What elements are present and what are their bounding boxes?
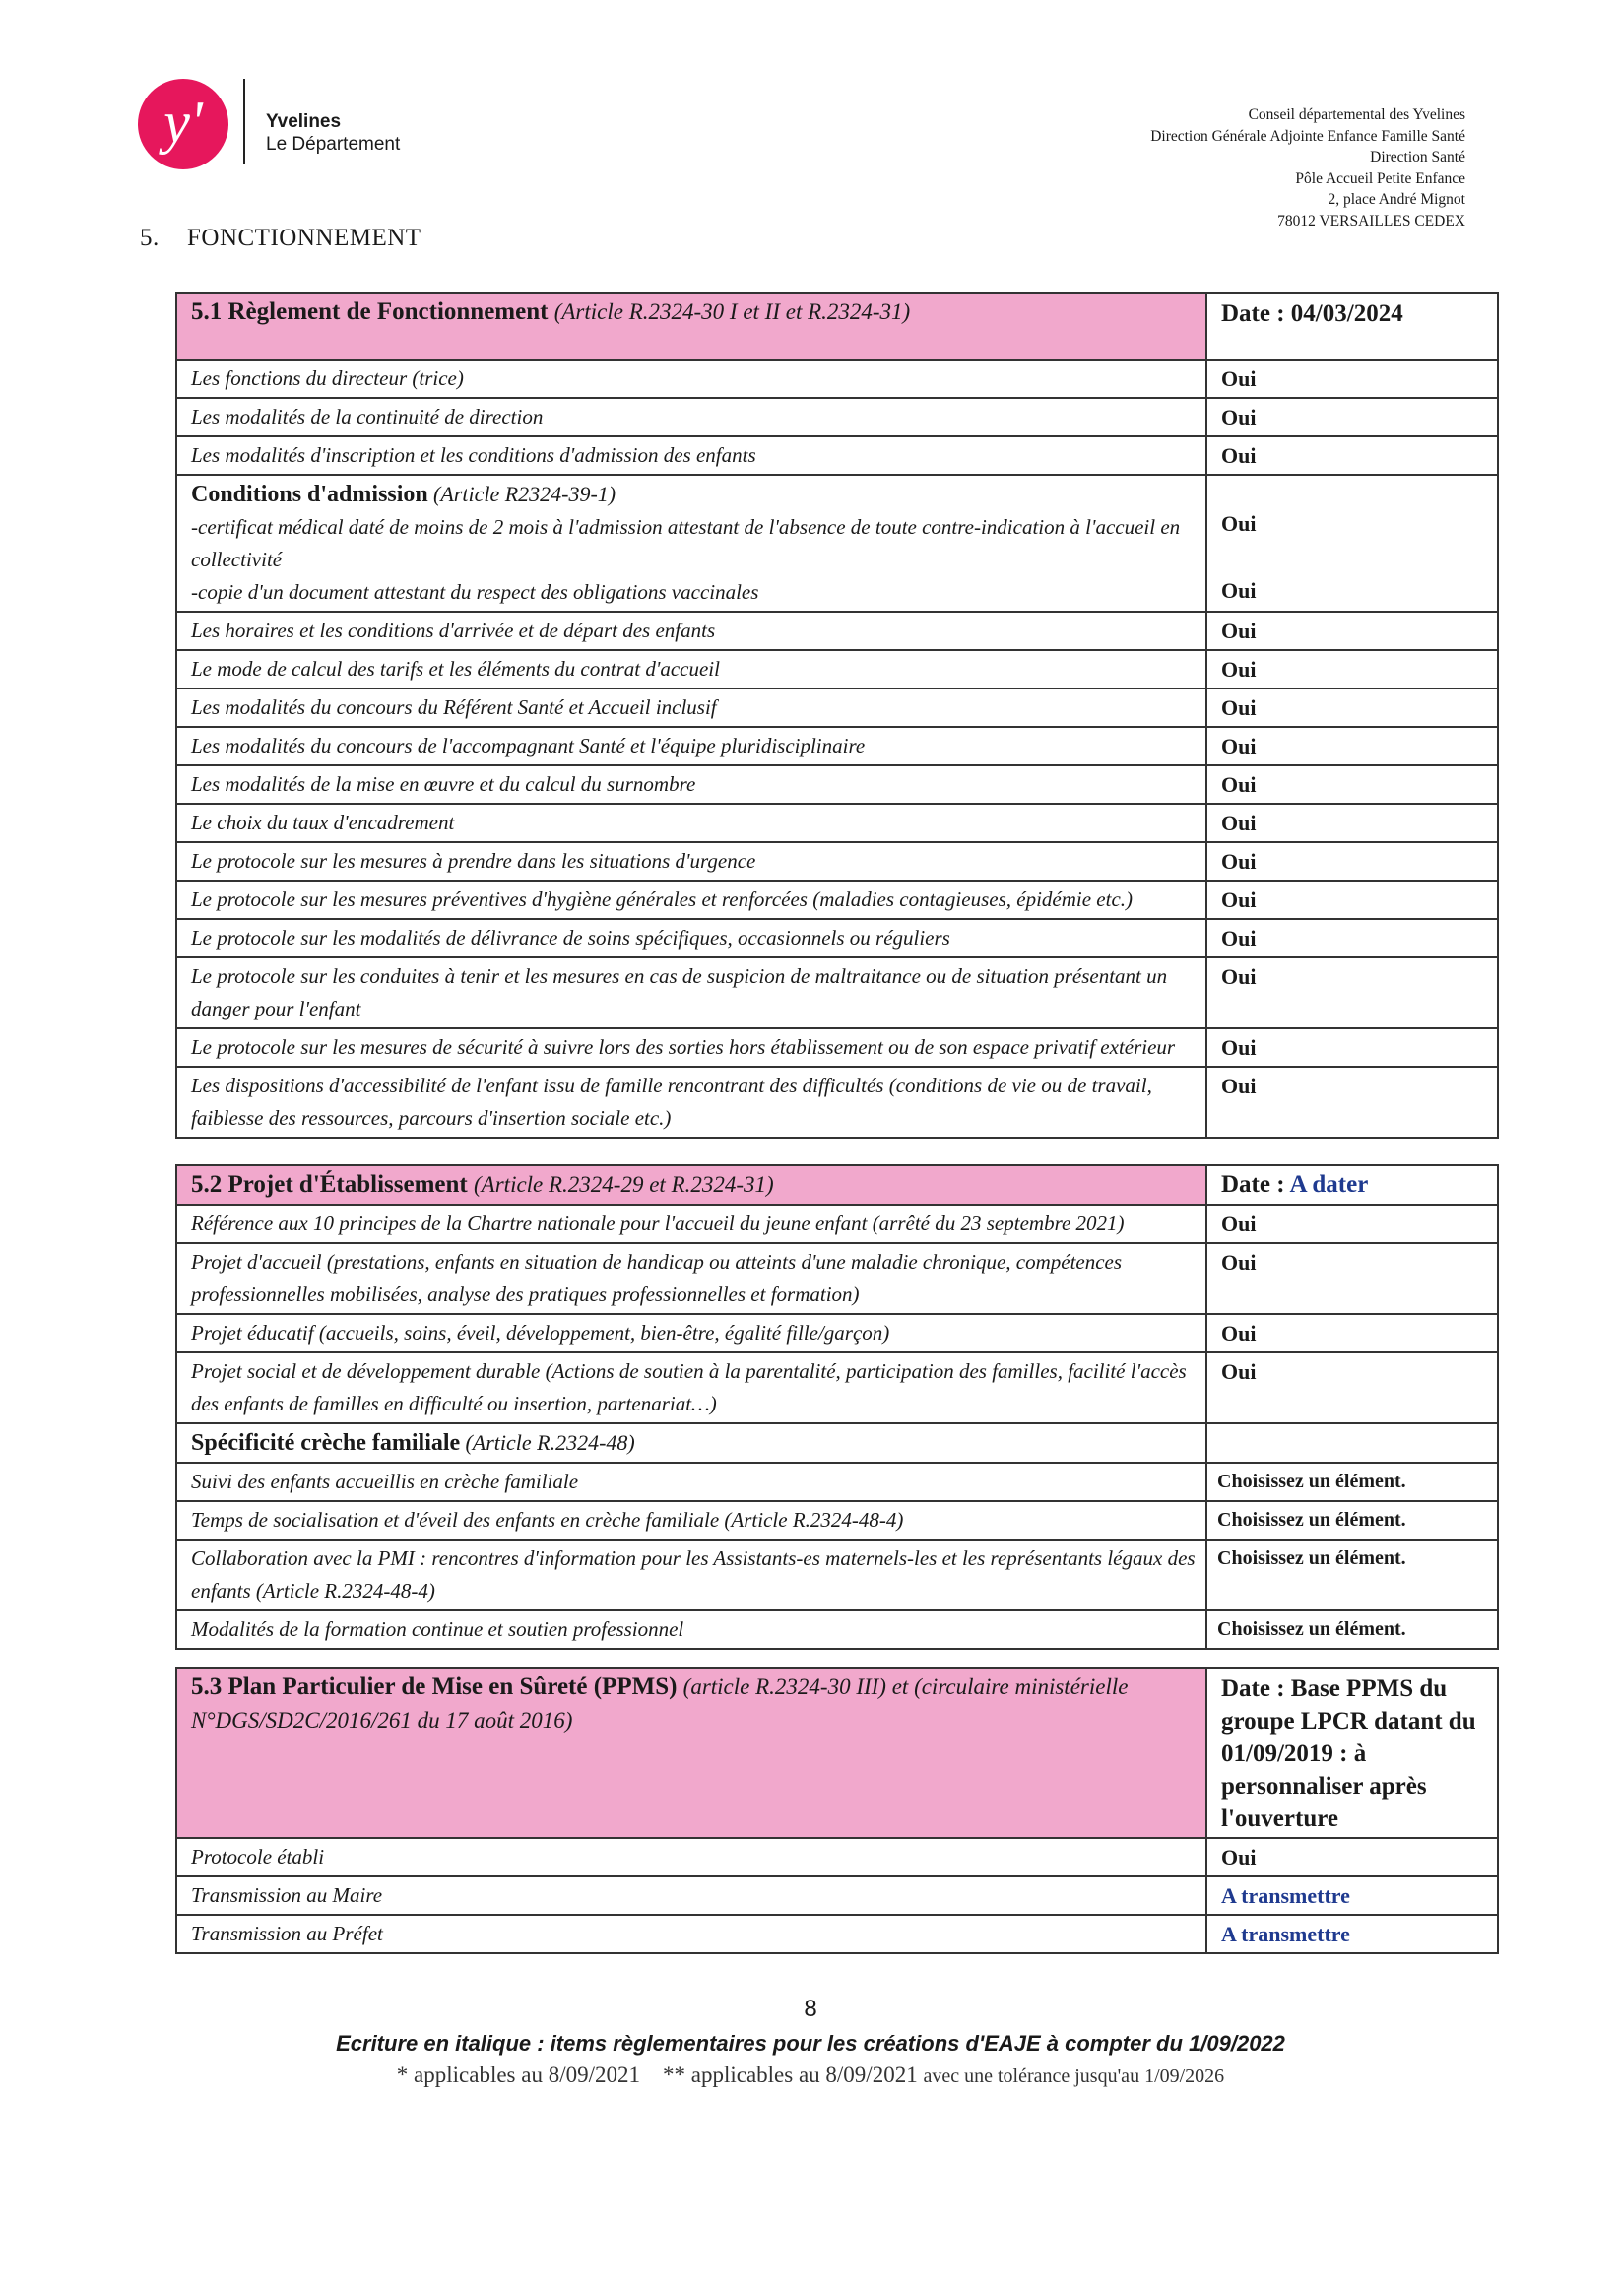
row-value: Oui (1206, 360, 1498, 398)
section-number: 5. (140, 225, 160, 251)
address-line: Direction Santé (1370, 149, 1465, 165)
row-label: Les modalités de la continuité de direction (176, 398, 1206, 436)
row-label: Les modalités d'inscription et les conditions d'admission des enfants (176, 436, 1206, 475)
row-value-link: A transmettre (1206, 1915, 1498, 1953)
table-row (176, 1876, 1498, 1915)
admission-values (1206, 475, 1498, 612)
table-row-admission (176, 475, 1498, 612)
table-row (176, 804, 1498, 842)
table-reglement (175, 292, 1499, 1139)
row-value: Oui (1206, 398, 1498, 436)
row-label: Les modalités de la mise en œuvre et du calcul du surnombre (176, 765, 1206, 804)
table-row (176, 727, 1498, 765)
row-value: Oui (1206, 436, 1498, 475)
row-label: Le protocole sur les modalités de délivrance de soins spécifiques, occasionnels ou réguliers (176, 919, 1206, 957)
table-row (176, 689, 1498, 727)
address-line: Pôle Accueil Petite Enfance (1295, 169, 1465, 187)
brand-name (266, 110, 400, 156)
logo-glyph: y' (163, 90, 203, 155)
row-label: Projet éducatif (accueils, soins, éveil, développement, bien-être, égalité fille/garçon) (176, 1314, 1206, 1352)
row-value: Oui (1206, 765, 1498, 804)
row-value: Oui (1206, 727, 1498, 765)
row-value: Oui (1206, 650, 1498, 689)
logo-divider (243, 79, 245, 164)
row-value: Oui (1206, 842, 1498, 881)
row-value: Oui (1206, 1028, 1498, 1067)
table-title: 5.2 Projet d'Établissement (191, 1171, 468, 1198)
table-article: (article R.2324-30 III) et (circulaire ministérielle N°DGS/SD2C/2016/261 du 17 août 2016) (191, 1674, 1129, 1733)
row-label: Collaboration avec la PMI : rencontres d'information pour les Assistants-es maternels-les et les représentants légaux des enfants (Article R.2324-48-4) (176, 1540, 1206, 1610)
row-value: Oui (1221, 511, 1257, 536)
row-label: Les horaires et les conditions d'arrivée et de départ des enfants (176, 612, 1206, 650)
row-value: Oui (1206, 881, 1498, 919)
table-title: 5.1 Règlement de Fonctionnement (191, 298, 549, 325)
table-row (176, 612, 1498, 650)
row-label: Le mode de calcul des tarifs et les éléments du contrat d'accueil (176, 650, 1206, 689)
creche-title: Spécificité crèche familiale (191, 1430, 461, 1456)
table-title: 5.3 Plan Particulier de Mise en Sûreté (PPMS) (191, 1673, 678, 1700)
table-projet (175, 1164, 1499, 1650)
table-row (176, 1838, 1498, 1876)
choice-field[interactable]: Choisissez un élément. (1206, 1501, 1498, 1540)
row-value: Oui (1206, 957, 1498, 1028)
table-row (176, 842, 1498, 881)
admission-article: (Article R2324-39-1) (433, 482, 616, 506)
row-label: Transmission au Maire (176, 1876, 1206, 1915)
creche-heading (176, 1423, 1206, 1463)
table-row (176, 398, 1498, 436)
choice-field[interactable]: Choisissez un élément. (1206, 1610, 1498, 1649)
table-row (176, 765, 1498, 804)
row-label: Projet social et de développement durable (Actions de soutien à la parentalité, participation des familles, facilité l'accès des enfants de familles en difficulté ou insertion, partenariat…) (176, 1352, 1206, 1423)
yvelines-logo (136, 77, 230, 171)
table-row (176, 1463, 1498, 1501)
admission-cell (176, 475, 1206, 612)
address-line: Direction Générale Adjointe Enfance Famille Santé (1150, 127, 1465, 145)
date-cell: Date : Base PPMS du groupe LPCR datant du 01/09/2019 : à personnaliser après l'ouverture (1206, 1668, 1498, 1838)
table-header-row (176, 1165, 1498, 1205)
brand-line2: Le Département (266, 134, 401, 155)
table-article: (Article R.2324-29 et R.2324-31) (474, 1172, 774, 1197)
address-line: 2, place André Mignot (1328, 191, 1465, 208)
table-row (176, 1314, 1498, 1352)
row-label: Les fonctions du directeur (trice) (176, 360, 1206, 398)
brand-line1: Yvelines (266, 111, 342, 132)
table-header-row (176, 293, 1498, 360)
address-line: Conseil départemental des Yvelines (1248, 106, 1465, 123)
admission-item-1: -certificat médical daté de moins de 2 mois à l'admission attestant de l'absence de toute contre-indication à l'accueil en collectivité (191, 515, 1181, 571)
row-value: Oui (1221, 578, 1257, 603)
table-row (176, 1205, 1498, 1243)
row-value: Oui (1206, 689, 1498, 727)
row-label: Protocole établi (176, 1838, 1206, 1876)
table-row (176, 1501, 1498, 1540)
address-line: 78012 VERSAILLES CEDEX (1277, 212, 1465, 230)
row-value-link: A transmettre (1206, 1876, 1498, 1915)
footer-applicability (0, 2063, 1621, 2088)
row-value: Oui (1206, 1205, 1498, 1243)
choice-field[interactable]: Choisissez un élément. (1206, 1463, 1498, 1501)
admission-item-2: -copie d'un document attestant du respect des obligations vaccinales (191, 580, 759, 604)
table-ppms (175, 1667, 1499, 1954)
table-row (176, 360, 1498, 398)
creche-heading-empty (1206, 1423, 1498, 1463)
table-title-cell (176, 1668, 1206, 1838)
row-label: Les dispositions d'accessibilité de l'enfant issu de famille rencontrant des difficultés (conditions de vie ou de travail, faiblesse des ressources, parcours d'insertion sociale etc.) (176, 1067, 1206, 1138)
section-heading (140, 225, 421, 252)
date-cell: Date : 04/03/2024 (1206, 293, 1498, 360)
row-label: Temps de socialisation et d'éveil des enfants en crèche familiale (Article R.2324-48-4) (176, 1501, 1206, 1540)
creche-article: (Article R.2324-48) (465, 1430, 635, 1455)
row-value: Oui (1206, 612, 1498, 650)
address-block (953, 104, 1465, 231)
table-row (176, 919, 1498, 957)
table-row (176, 1067, 1498, 1138)
row-label: Les modalités du concours de l'accompagnant Santé et l'équipe pluridisciplinaire (176, 727, 1206, 765)
footer-note: Ecriture en italique : items règlementaires pour les créations d'EAJE à compter du 1/09/2022 (336, 2031, 1285, 2056)
table-row (176, 1243, 1498, 1314)
row-label: Suivi des enfants accueillis en crèche familiale (176, 1463, 1206, 1501)
row-label: Le choix du taux d'encadrement (176, 804, 1206, 842)
row-value: Oui (1206, 1243, 1498, 1314)
row-label: Référence aux 10 principes de la Chartre nationale pour l'accueil du jeune enfant (arrêté du 23 septembre 2021) (176, 1205, 1206, 1243)
row-label: Projet d'accueil (prestations, enfants en situation de handicap ou atteints d'une maladie chronique, compétences professionnelles mobilisées, analyse des pratiques professionnelles et formation) (176, 1243, 1206, 1314)
row-value: Oui (1206, 1067, 1498, 1138)
row-label: Le protocole sur les conduites à tenir et les mesures en cas de suspicion de maltraitance ou de situation présentant un danger pour l'enfant (176, 957, 1206, 1028)
row-label: Modalités de la formation continue et soutien professionnel (176, 1610, 1206, 1649)
table-row (176, 436, 1498, 475)
table-row (176, 957, 1498, 1028)
page-number: 8 (804, 1996, 817, 2022)
row-value: Oui (1206, 919, 1498, 957)
admission-title: Conditions d'admission (191, 482, 428, 507)
section-title: FONCTIONNEMENT (187, 225, 421, 251)
creche-heading-row (176, 1423, 1498, 1463)
table-title-cell (176, 1165, 1206, 1205)
row-label: Le protocole sur les mesures de sécurité à suivre lors des sorties hors établissement ou de son espace privatif extérieur (176, 1028, 1206, 1067)
table-row (176, 1540, 1498, 1610)
table-title-cell (176, 293, 1206, 360)
table-row (176, 1028, 1498, 1067)
table-row (176, 650, 1498, 689)
row-label: Le protocole sur les mesures à prendre dans les situations d'urgence (176, 842, 1206, 881)
row-value: Oui (1206, 1314, 1498, 1352)
row-value: Oui (1206, 804, 1498, 842)
date-label: Date : (1221, 1171, 1285, 1198)
table-header-row (176, 1668, 1498, 1838)
table-row (176, 1352, 1498, 1423)
footer-note-a: * applicables au 8/09/2021 (396, 2063, 640, 2087)
table-row (176, 1915, 1498, 1953)
footer-note-c: avec une tolérance jusqu'au 1/09/2026 (923, 2066, 1225, 2087)
row-label: Transmission au Préfet (176, 1915, 1206, 1953)
table-row (176, 881, 1498, 919)
row-label: Le protocole sur les mesures préventives d'hygiène générales et renforcées (maladies contagieuses, épidémie etc.) (176, 881, 1206, 919)
footer-note-b: ** applicables au 8/09/2021 (663, 2063, 918, 2087)
row-value: Oui (1206, 1838, 1498, 1876)
date-value: A dater (1289, 1171, 1369, 1198)
choice-field[interactable]: Choisissez un élément. (1206, 1540, 1498, 1610)
table-row (176, 1610, 1498, 1649)
date-cell (1206, 1165, 1498, 1205)
row-value: Oui (1206, 1352, 1498, 1423)
row-label: Les modalités du concours du Référent Santé et Accueil inclusif (176, 689, 1206, 727)
table-article: (Article R.2324-30 I et II et R.2324-31) (553, 299, 911, 324)
